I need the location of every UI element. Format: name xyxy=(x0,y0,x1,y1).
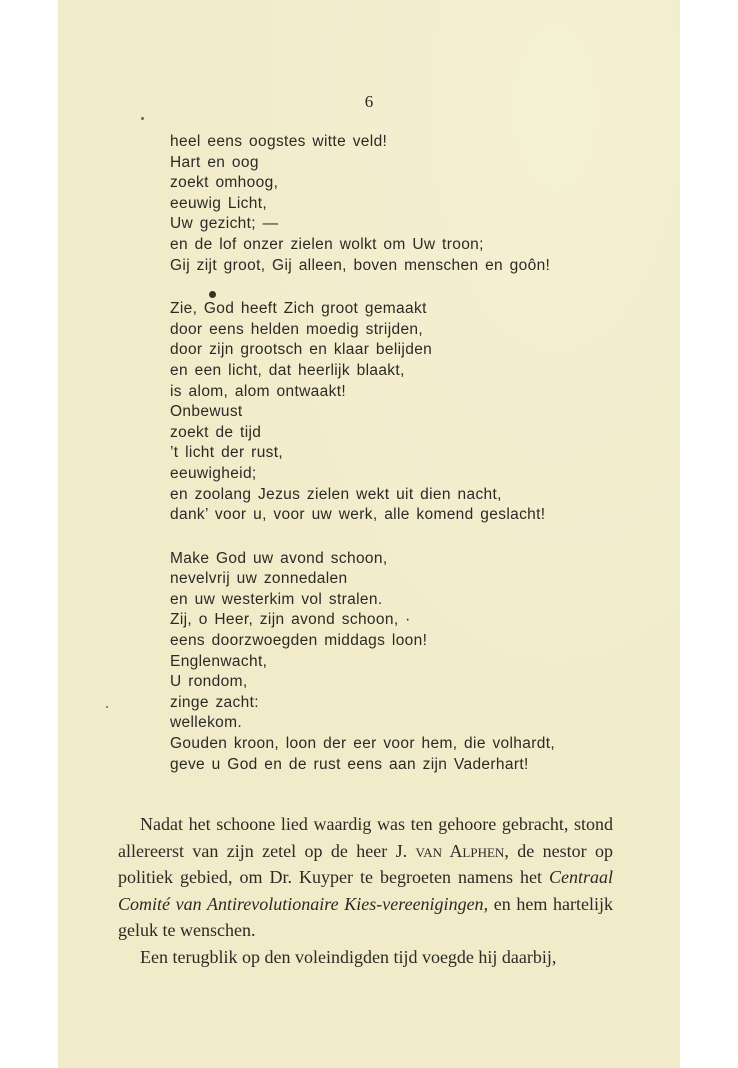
poem-line: Gouden kroon, loon der eer voor hem, die volhardt, xyxy=(170,735,556,753)
poem-stanza xyxy=(170,549,555,776)
ink-dot xyxy=(106,706,108,708)
poem-line: nevelvrij uw zonnedalen xyxy=(170,570,348,588)
poem-line: Uw gezicht; — xyxy=(170,215,279,233)
poem-line: eeuwigheid; xyxy=(170,464,257,482)
poem-line: heel eens oogstes witte veld! xyxy=(170,133,388,150)
poem-line: en zoolang Jezus zielen wekt uit dien nacht, xyxy=(170,485,502,503)
organization-name: Centraal Comité van Antirevolutionaire Kies-vereenigingen xyxy=(118,867,613,914)
poem-line: wellekom. xyxy=(170,714,243,732)
paragraph-text: Nadat het schoone lied waardig was ten gehoore gebracht, stond allereerst van zijn zetel op de heer J. xyxy=(118,814,613,861)
paragraph-text: , en hem hartelijk geluk te wenschen. xyxy=(118,893,613,940)
poem-line: Hart en oog xyxy=(170,153,259,171)
page-number: 6 xyxy=(364,92,374,111)
poem-line: en uw westerkim vol stralen. xyxy=(170,590,383,608)
poem-line: door zijn grootsch en klaar belijden xyxy=(170,341,433,359)
poem-line: Gij zijt groot, Gij alleen, boven menschen en goôn! xyxy=(170,256,551,274)
poem-line: geve u God en de rust eens aan zijn Vaderhart! xyxy=(170,755,529,773)
paragraph: Een terugblik op den voleindigden tijd voegde hij daarbij, xyxy=(140,946,557,967)
poem-line: zinge zacht: xyxy=(170,693,259,711)
poem-line: Make God uw avond schoon, xyxy=(170,549,388,567)
poem-line: Zij, o Heer, zijn avond schoon, · xyxy=(170,611,411,629)
poem-line: door eens helden moedig strijden, xyxy=(170,320,424,338)
poem-line: eeuwig Licht, xyxy=(170,194,268,212)
ink-dot xyxy=(141,117,144,120)
poem-line: en de lof onzer zielen wolkt om Uw troon; xyxy=(170,235,484,253)
paragraph-text: , de nestor op politiek gebied, om Dr. Kuyper te begroeten namens het xyxy=(118,840,613,887)
poem-stanza xyxy=(170,299,555,526)
poem-line: ’t licht der rust, xyxy=(170,444,284,462)
book-page xyxy=(58,0,680,1068)
poem-line: is alom, alom ontwaakt! xyxy=(170,382,347,400)
body-text xyxy=(118,811,613,970)
poem-line: Englenwacht, xyxy=(170,652,268,670)
poem-line: U rondom, xyxy=(170,673,248,691)
poem-line: zoekt de tijd xyxy=(170,423,262,441)
paragraph xyxy=(118,811,613,944)
poem-line: Onbewust xyxy=(170,403,243,421)
poem-line: en een licht, dat heerlijk blaakt, xyxy=(170,361,405,379)
poem-stanza xyxy=(170,132,555,276)
person-name: van Alphen xyxy=(415,840,505,861)
poem-line: eens doorzwoegden middags loon! xyxy=(170,632,428,650)
poem-line: Zie, God heeft Zich groot gemaakt xyxy=(170,300,427,318)
poem-line: dank’ voor u, voor uw werk, alle komend geslacht! xyxy=(170,506,546,524)
poem xyxy=(170,132,555,798)
poem-line: zoekt omhoog, xyxy=(170,174,279,192)
